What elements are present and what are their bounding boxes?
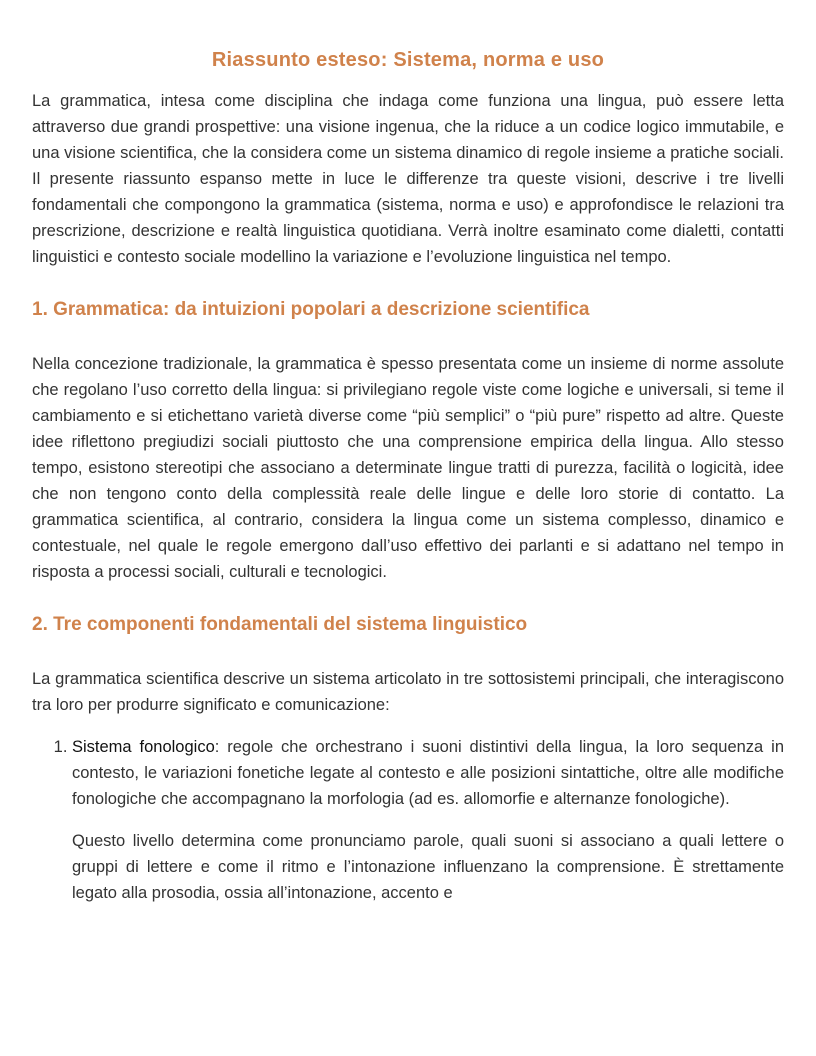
list-item-description: : regole che orchestrano i suoni distintivi della lingua, la loro sequenza in contesto, le variazioni fonetiche legate al contesto e alle posizioni sintattiche, oltre alle modifiche fonologiche che accompagnano la morfologia (ad es. allomorfie e alternanze fonologiche). xyxy=(72,738,784,808)
section-1-paragraph: Nella concezione tradizionale, la grammatica è spesso presentata come un insieme di norme assolute che regolano l’uso corretto della lingua: si privilegiano regole viste come logiche e universali, si teme il cambiamento e si etichettano varietà diverse come “più semplici” o “più pure” rispetto ad altre. Queste idee riflettono pregiudizi sociali piuttosto che una comprensione empirica della lingua. Allo stesso tempo, esistono stereotipi che associano a determinate lingue tratti di purezza, facilità o logicità, idee che non tengono conto della complessità reale delle lingue e delle loro storie di contatto. La grammatica scientifica, al contrario, considera la lingua come un sistema complesso, dinamico e contestuale, nel quale le regole emergono dall’uso effettivo dei parlanti e si adattano nel tempo in risposta a processi sociali, culturali e tecnologici. xyxy=(32,355,784,581)
intro-paragraph: La grammatica, intesa come disciplina che indaga come funziona una lingua, può essere letta attraverso due grandi prospettive: una visione ingenua, che la riduce a un codice logico immutabile, e una visione scientifica, che la considera come un sistema dinamico di regole insieme a pratiche sociali. Il presente riassunto espanso mette in luce le differenze tra queste visioni, descrive i tre livelli fondamentali che compongono la grammatica (sistema, norma e uso) e approfondisce le relazioni tra prescrizione, descrizione e realtà linguistica quotidiana. Verrà inoltre esaminato come dialetti, contatti linguistici e contesto sociale modellino la variazione e l’evoluzione linguistica nel tempo. xyxy=(32,92,784,266)
section-1-heading: 1. Grammatica: da intuizioni popolari a descrizione scientifica xyxy=(32,299,590,320)
components-list xyxy=(32,734,784,906)
section-2-paragraph: La grammatica scientifica descrive un sistema articolato in tre sottosistemi principali, che interagiscono tra loro per produrre significato e comunicazione: xyxy=(32,670,784,714)
list-item-follow-paragraph: Questo livello determina come pronunciamo parole, quali suoni si associano a quali lettere o gruppi di lettere e come il ritmo e l’intonazione influenzano la comprensione. È strettamente legato alla prosodia, ossia all’intonazione, accento e xyxy=(72,832,784,902)
list-item-term: Sistema fonologico xyxy=(72,738,215,756)
section-2-heading: 2. Tre componenti fondamentali del sistema linguistico xyxy=(32,614,528,635)
list-item xyxy=(72,734,784,906)
list-item-text xyxy=(72,734,784,812)
document-title: Riassunto esteso: Sistema, norma e uso xyxy=(211,49,605,71)
